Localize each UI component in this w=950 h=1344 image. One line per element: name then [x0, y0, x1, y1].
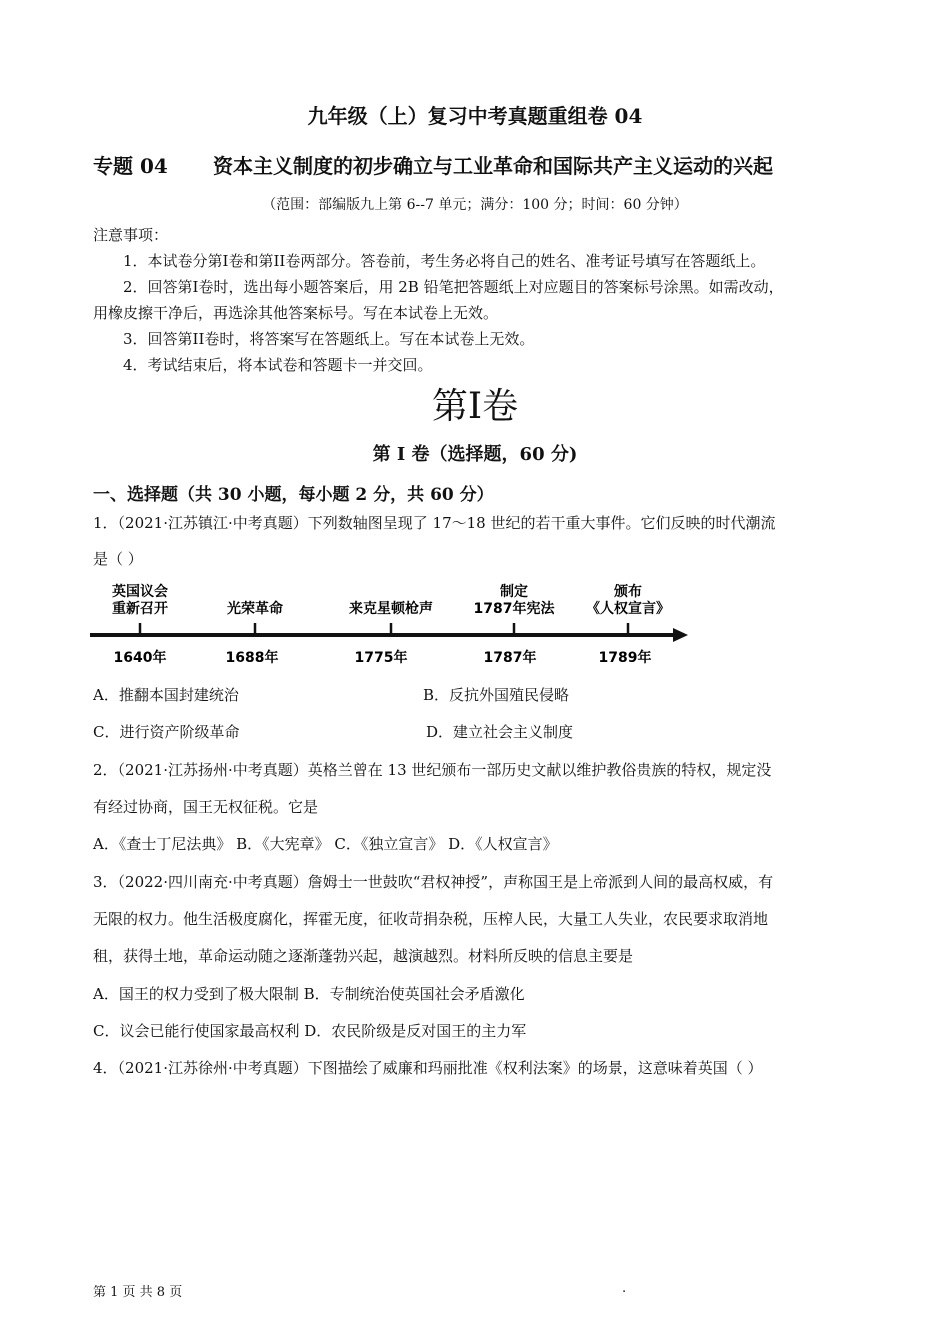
question-3-text: 租，获得土地，革命运动随之逐渐蓬勃兴起，越演越烈。材料所反映的信息主要是	[93, 947, 634, 965]
question-2-text: 有经过协商，国王无权征税。它是	[93, 798, 319, 816]
timeline-label: 光荣革命	[227, 601, 283, 617]
notice-item: 1．本试卷分第I卷和第II卷两部分。答卷前，考生务必将自己的姓名、准考证号填写在答题纸上。	[123, 252, 766, 270]
timeline-label: 1787年宪法	[473, 601, 555, 617]
page-number: 第 1 页 共 8 页	[93, 1285, 183, 1300]
topic-text: 资本主义制度的初步确立与工业革命和国际共产主义运动的兴起	[213, 154, 773, 178]
notice-item: 用橡皮擦干净后，再选涂其他答案标号。写在本试卷上无效。	[93, 304, 499, 322]
timeline-arrow-icon	[673, 628, 688, 642]
question-1-text: 1．（2021·江苏镇江·中考真题）下列数轴图呈现了 17～18 世纪的若干重大事件。它们反映的时代潮流	[93, 514, 776, 532]
question-1-text: 是（ ）	[93, 550, 143, 568]
notice-item: 4．考试结束后，将本试卷和答题卡一并交回。	[123, 356, 433, 374]
timeline-event	[474, 583, 556, 666]
exam-scope: （范围：部编版九上第 6--7 单元；满分：100 分；时间：60 分钟）	[262, 197, 688, 213]
question-2-text: 2．（2021·江苏扬州·中考真题）英格兰曾在 13 世纪颁布一部历史文献以维护教俗贵族的特权，规定没	[93, 761, 772, 779]
question-1-option: C．进行资产阶级革命	[93, 723, 240, 741]
question-3-text: 无限的权力。他生活极度腐化，挥霍无度，征收苛捐杂税，压榨人民，大量工人失业，农民要求取消地	[93, 910, 769, 928]
exam-title: 九年级（上）复习中考真题重组卷 04	[307, 104, 643, 128]
footer-dot: .	[622, 1281, 627, 1296]
timeline-label: 制定	[500, 584, 528, 600]
topic-number: 专题 04	[93, 154, 168, 178]
volume-title: 第I卷	[431, 386, 519, 427]
timeline-label: 《人权宣言》	[586, 601, 670, 617]
question-2-options: A．《查士丁尼法典》 B．《大宪章》 C．《独立宣言》 D．《人权宣言》	[93, 835, 558, 853]
part-title: 一、选择题（共 30 小题，每小题 2 分，共 60 分）	[93, 485, 494, 505]
topic-heading	[93, 150, 773, 179]
timeline-year: 1789年	[598, 650, 652, 666]
question-3-options: A．国王的权力受到了极大限制 B．专制统治使英国社会矛盾激化	[93, 985, 525, 1003]
question-1-option: B．反抗外国殖民侵略	[423, 686, 570, 704]
notice-item: 3．回答第II卷时，将答案写在答题纸上。写在本试卷上无效。	[123, 330, 535, 348]
timeline-year: 1688年	[225, 650, 279, 666]
timeline-label: 颁布	[614, 584, 642, 600]
notice-item: 2．回答第I卷时，选出每小题答案后，用 2B 铅笔把答题纸上对应题目的答案标号涂黑。如需改动，	[123, 278, 784, 296]
question-4-text: 4．（2021·江苏徐州·中考真题）下图描绘了威廉和玛丽批准《权利法案》的场景，这意味着英国（ ）	[93, 1059, 763, 1077]
timeline-year: 1787年	[483, 650, 537, 666]
timeline-label: 来克星顿枪声	[349, 601, 433, 617]
question-3-text: 3．（2022·四川南充·中考真题）詹姆士一世鼓吹“君权神授”，声称国王是上帝派到人间的最高权威，有	[93, 873, 774, 891]
timeline-year: 1775年	[354, 650, 408, 666]
timeline-event	[586, 583, 670, 666]
question-1-option: D．建立社会主义制度	[426, 723, 574, 741]
timeline-event	[112, 583, 168, 666]
notice-heading: 注意事项：	[93, 226, 169, 244]
timeline-year: 1640年	[113, 650, 167, 666]
question-3-options: C．议会已能行使国家最高权利 D．农民阶级是反对国王的主力军	[93, 1022, 527, 1040]
section-title: 第 I 卷（选择题，60 分)	[372, 444, 578, 465]
timeline-figure	[85, 580, 705, 675]
question-1-option: A．推翻本国封建统治	[93, 686, 239, 704]
timeline-label: 重新召开	[112, 601, 168, 617]
timeline-label: 英国议会	[112, 584, 168, 600]
